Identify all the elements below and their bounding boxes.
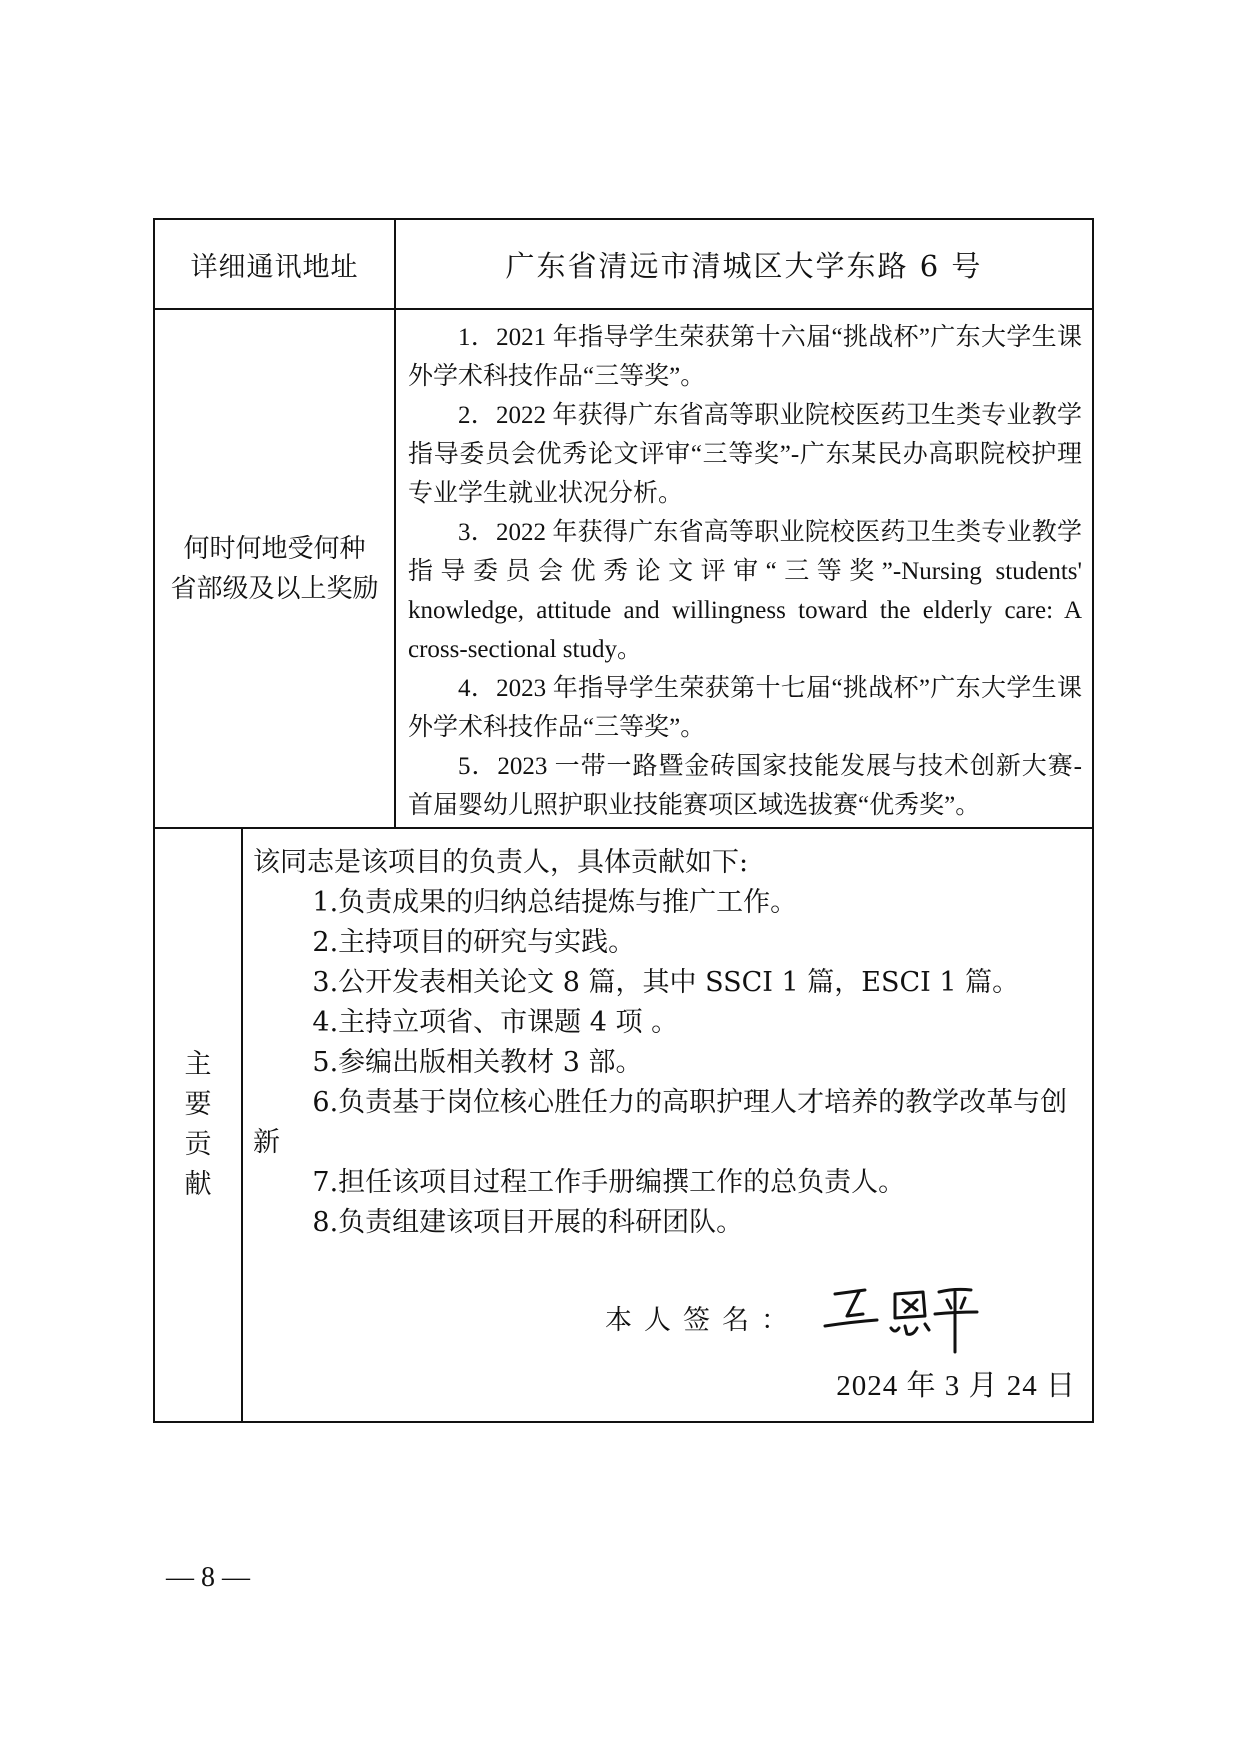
awards-list xyxy=(395,309,1093,828)
contribution-item: 5.参编出版相关教材 3 部。 xyxy=(312,1047,643,1078)
contribution-item: 4.主持立项省、市课题 4 项 。 xyxy=(312,1007,679,1038)
contribution-intro: 该同志是该项目的负责人，具体贡献如下: xyxy=(253,847,749,878)
award-item-1: 1．2021 年指导学生荣获第十六届“挑战杯”广东大学生课外学术科技作品“三等奖”。 xyxy=(408,324,1082,390)
award-item-2: 2．2022 年获得广东省高等职业院校医药卫生类专业教学指导委员会优秀论文评审“三等奖”-广东某民办高职院校护理专业学生就业状况分析。 xyxy=(408,402,1082,507)
contribution-item: 1.负责成果的归纳总结提炼与推广工作。 xyxy=(312,887,798,918)
address-value: 广东省清远市清城区大学东路 6 号 xyxy=(395,219,1093,309)
page-number: — 8 — xyxy=(166,1562,250,1593)
award-item-3: 3．2022 年获得广东省高等职业院校医药卫生类专业教学指导委员会优秀论文评审“三等奖”-Nursing students' knowledge, attitude and willingness toward the elderly care: A cross-sectional study。 xyxy=(408,519,1082,663)
signature-date: 2024 年 3 月 24 日 xyxy=(836,1370,1076,1402)
signature-label: 本人签名： xyxy=(605,1305,800,1336)
awards-label-line2: 省部级及以上奖励 xyxy=(170,573,379,604)
address-row xyxy=(154,219,1093,309)
contribution-item: 6.负责基于岗位核心胜任力的高职护理人才培养的教学改革与创新 xyxy=(253,1087,1068,1158)
contribution-label xyxy=(154,828,242,1422)
contribution-item: 2.主持项目的研究与实践。 xyxy=(312,927,636,958)
handwritten-signature xyxy=(821,1276,991,1356)
signature-row xyxy=(243,1276,1092,1356)
contribution-row xyxy=(154,828,1093,1422)
award-item-4: 4．2023 年指导学生荣获第十七届“挑战杯”广东大学生课外学术科技作品“三等奖”。 xyxy=(408,675,1082,741)
contribution-item: 3.公开发表相关论文 8 篇，其中 SSCI 1 篇，ESCI 1 篇。 xyxy=(312,967,1020,998)
awards-label-line1: 何时何地受何种 xyxy=(183,533,366,564)
address-label: 详细通讯地址 xyxy=(154,219,395,309)
award-item-5: 5．2023 一带一路暨金砖国家技能发展与技术创新大赛-首届婴幼儿照护职业技能赛项区域选拔赛“优秀奖”。 xyxy=(408,753,1082,819)
contribution-label-char: 要 xyxy=(184,1089,212,1120)
contribution-label-char: 主 xyxy=(184,1049,212,1080)
contribution-label-char: 献 xyxy=(184,1169,212,1200)
awards-label xyxy=(154,309,395,828)
form-table xyxy=(153,218,1094,1423)
contribution-item: 8.负责组建该项目开展的科研团队。 xyxy=(312,1207,744,1238)
contribution-content xyxy=(242,828,1093,1422)
contribution-item: 7.担任该项目过程工作手册编撰工作的总负责人。 xyxy=(312,1167,906,1198)
awards-row xyxy=(154,309,1093,828)
contribution-label-char: 贡 xyxy=(184,1129,212,1160)
